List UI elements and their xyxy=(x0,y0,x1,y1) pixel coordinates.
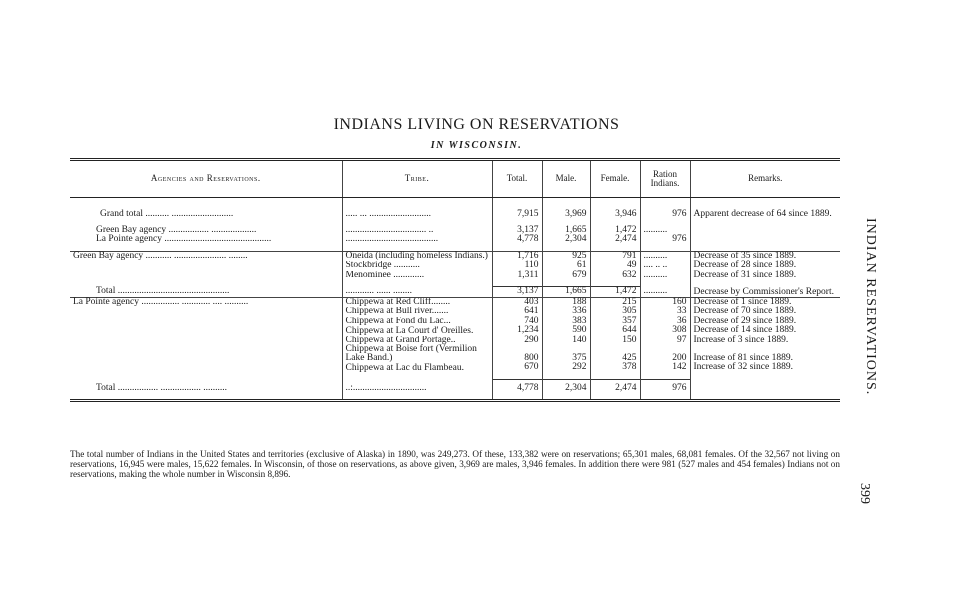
col-remarks-header: Remarks. xyxy=(690,160,840,198)
cell-female: 305 xyxy=(590,307,640,317)
cell-tribe: Chippewa at Red Cliff xyxy=(345,297,432,307)
row-label: La Pointe agency xyxy=(96,234,162,244)
table-row xyxy=(70,345,840,363)
cell-tribe: Chippewa at Bull river xyxy=(345,307,432,316)
cell-male: 375 xyxy=(542,345,590,363)
cell-remarks: Decrease by Commissioner's Report. xyxy=(690,287,840,298)
table-row xyxy=(70,363,840,373)
cell-tribe: Chippewa at Boise fort (Vermilion Lake Band.) xyxy=(342,345,492,363)
cell-total: 3,137 xyxy=(492,287,542,298)
reservations-table xyxy=(70,158,840,402)
cell-male: 61 xyxy=(542,261,590,271)
cell-female: 150 xyxy=(590,336,640,346)
cell-female: 3,946 xyxy=(590,210,640,220)
cell-male: 336 xyxy=(542,307,590,317)
cell-tribe: Menominee xyxy=(345,270,391,280)
cell-male: 383 xyxy=(542,317,590,327)
cell-remarks: Decrease of 35 since 1889. xyxy=(690,251,840,261)
cell-remarks: Increase of 81 since 1889. xyxy=(690,345,840,363)
cell-male: 590 xyxy=(542,326,590,336)
page-title: INDIANS LIVING ON RESERVATIONS xyxy=(333,116,620,133)
cell-male: 925 xyxy=(542,251,590,261)
cell-remarks: Increase of 3 since 1889. xyxy=(690,336,840,346)
cell-female: 632 xyxy=(590,271,640,281)
cell-total: 403 xyxy=(492,297,542,307)
cell-tribe: Stockbridge xyxy=(345,261,392,270)
col-ration-header: Ration Indians. xyxy=(640,160,690,198)
cell-tribe: Chippewa at Fond du Lac xyxy=(345,316,444,326)
cell-ration: 308 xyxy=(640,326,690,336)
cell-total: 1,234 xyxy=(492,326,542,336)
cell-total: 3,137 xyxy=(492,226,542,236)
col-male-header: Male. xyxy=(542,160,590,198)
row-label: Total xyxy=(96,382,116,393)
cell-male: 292 xyxy=(542,363,590,373)
cell-male: 1,665 xyxy=(542,226,590,236)
cell-male: 679 xyxy=(542,271,590,281)
table-row: Chippewa at Grand Portage.. 290 140 150 97 Increase of 3 since 1889. xyxy=(70,336,840,346)
cell-remarks: Apparent decrease of 64 since 1889. xyxy=(690,210,840,220)
table-row: Chippewa at Bull river....... 641 336 305 33 Decrease of 70 since 1889. xyxy=(70,307,840,317)
cell-total: 110 xyxy=(492,261,542,271)
cell-total: 1,311 xyxy=(492,271,542,281)
agency-label: Green Bay agency xyxy=(73,250,144,261)
cell-ration: 160 xyxy=(640,297,690,307)
cell-total: 1,716 xyxy=(492,251,542,261)
cell-ration: 976 xyxy=(640,379,690,393)
cell-tribe: Chippewa at Grand Portage. xyxy=(345,335,454,345)
cell-female: 644 xyxy=(590,326,640,336)
table-row: Total ............................................... ............ ...... ........ 3,137 1,665 1,472 .......... Decrease by Commissioner's Report. xyxy=(70,287,840,298)
cell-female: 1,472 xyxy=(590,226,640,236)
cell-male: 1,665 xyxy=(542,287,590,298)
cell-remarks: Decrease of 29 since 1889. xyxy=(690,317,840,327)
col-tribe-header: Tribe. xyxy=(342,160,492,198)
footnote: The total number of Indians in the United States and territories (exclusive of Alaska) in 1890, was 249,273. Of these, 133,382 were on reservations; 65,301 males, 68,081 females. Of the 32,567 not living on reservations, 16,945 were males, 15,622 females. In Wisconsin, of those on reservations, as above given, 3,969 are males, 3,946 females. In addition there were 981 (527 males and 454 females) Indians not on reservations, making the whole number in Wisconsin 8,896. xyxy=(70,449,840,479)
cell-female: 791 xyxy=(590,251,640,261)
cell-ration: 36 xyxy=(640,317,690,327)
cell-male: 2,304 xyxy=(542,379,590,393)
cell-tribe: Chippewa at La Court d' Oreilles. xyxy=(342,326,492,336)
col-total-header: Total. xyxy=(492,160,542,198)
header-row xyxy=(70,160,840,198)
cell-ration: 200 xyxy=(640,345,690,363)
cell-tribe: Chippewa at Lac du Flambeau. xyxy=(342,363,492,373)
running-header: INDIAN RESERVATIONS. xyxy=(863,218,878,396)
table-row: La Pointe agency ............................................. ....................................... 4,778 2,304 2,474 976 xyxy=(70,235,840,245)
table-row: Total ................. ................. .......... ..:............................... 4,778 2,304 2,474 976 xyxy=(70,379,840,393)
cell-male: 140 xyxy=(542,336,590,346)
table-row: Green Bay agency ........... ...................... ........ Oneida (including homeless Indians.) 1,716 925 791 .......... Decrease of 35 since 1889. xyxy=(70,251,840,261)
col-agencies-header: Agencies and Reservations. xyxy=(70,160,342,198)
cell-female: 1,472 xyxy=(590,287,640,298)
cell-total: 670 xyxy=(492,363,542,373)
cell-ration: 976 xyxy=(640,235,690,245)
col-female-header: Female. xyxy=(590,160,640,198)
cell-female: 2,474 xyxy=(590,379,640,393)
cell-total: 7,915 xyxy=(492,210,542,220)
cell-ration: 142 xyxy=(640,363,690,373)
cell-female: 49 xyxy=(590,261,640,271)
cell-female: 2,474 xyxy=(590,235,640,245)
cell-total: 4,778 xyxy=(492,379,542,393)
table-row: La Pointe agency ................ ............ .... .......... Chippewa at Red Cliff........ 403 188 215 160 Decrease of 1 since 1889. xyxy=(70,297,840,307)
table-row: Grand total .......... .......................... ..... ... .......................... 7,915 3,969 3,946 976 Apparent decrease of 64 since 1889. xyxy=(70,210,840,220)
cell-total: 800 xyxy=(492,345,542,363)
cell-ration: 33 xyxy=(640,307,690,317)
cell-male: 3,969 xyxy=(542,210,590,220)
cell-remarks: Decrease of 31 since 1889. xyxy=(690,271,840,281)
cell-ration: 97 xyxy=(640,336,690,346)
row-label: Grand total xyxy=(100,209,144,219)
cell-total: 740 xyxy=(492,317,542,327)
cell-male: 2,304 xyxy=(542,235,590,245)
row-label: Total xyxy=(96,285,116,296)
table-row: Chippewa at Fond du Lac... 740 383 357 36 Decrease of 29 since 1889. xyxy=(70,317,840,327)
table-row: Stockbridge ........... 110 61 49 .... .. .. Decrease of 28 since 1889. xyxy=(70,261,840,271)
cell-total: 641 xyxy=(492,307,542,317)
cell-male: 188 xyxy=(542,297,590,307)
row-label: Green Bay agency xyxy=(96,224,167,235)
cell-total: 4,778 xyxy=(492,235,542,245)
cell-remarks: Increase of 32 since 1889. xyxy=(690,363,840,373)
table-row: Menominee ............. 1,311 679 632 .......... Decrease of 31 since 1889. xyxy=(70,271,840,281)
cell-remarks: Decrease of 28 since 1889. xyxy=(690,261,840,271)
page-number: 399 xyxy=(857,483,872,504)
cell-ration: 976 xyxy=(640,210,690,220)
cell-tribe: Oneida (including homeless Indians.) xyxy=(342,251,492,261)
cell-remarks: Decrease of 14 since 1889. xyxy=(690,326,840,336)
cell-total: 290 xyxy=(492,336,542,346)
cell-remarks: Decrease of 70 since 1889. xyxy=(690,307,840,317)
cell-female: 425 xyxy=(590,345,640,363)
page-subtitle: IN WISCONSIN. xyxy=(430,140,523,151)
cell-female: 215 xyxy=(590,297,640,307)
cell-remarks: Decrease of 1 since 1889. xyxy=(690,297,840,307)
agency-label: La Pointe agency xyxy=(73,296,139,307)
cell-female: 378 xyxy=(590,363,640,373)
table-row: Green Bay agency ................. ................... .................................. .. 3,137 1,665 1,472 .......... xyxy=(70,226,840,236)
cell-female: 357 xyxy=(590,317,640,327)
